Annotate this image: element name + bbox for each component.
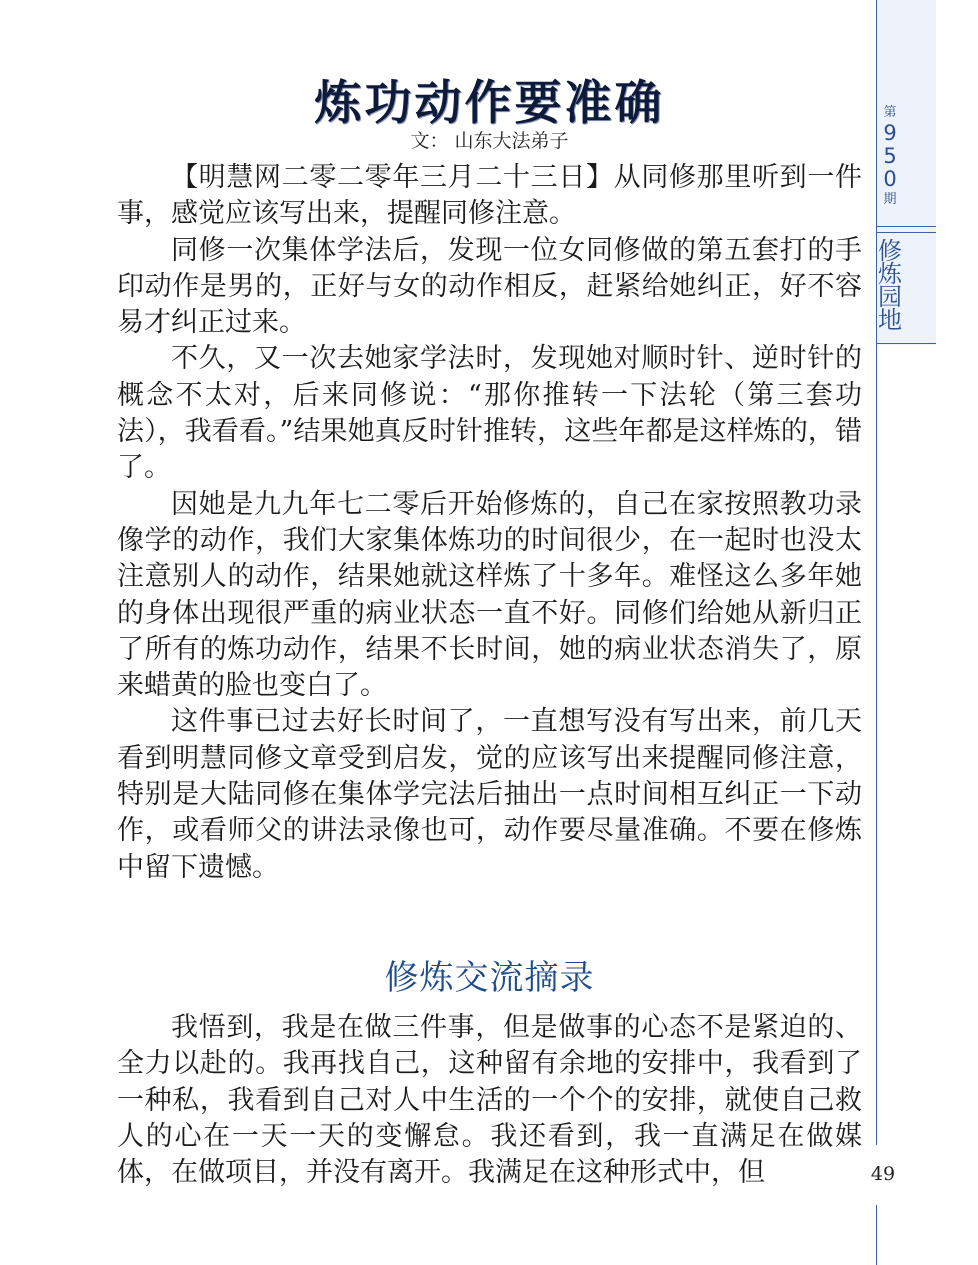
page-number: 49 bbox=[870, 1163, 896, 1185]
issue-prefix: 第 bbox=[883, 105, 897, 120]
column-char: 地 bbox=[878, 306, 902, 334]
issue-number bbox=[877, 104, 903, 209]
issue-digit: 0 bbox=[883, 167, 897, 191]
sidebar-divider bbox=[877, 232, 936, 233]
column-name bbox=[877, 237, 903, 334]
column-char: 园 bbox=[878, 283, 902, 311]
section-title: 修炼交流摘录 bbox=[384, 958, 595, 998]
column-char: 炼 bbox=[878, 260, 902, 288]
article-paragraph: 不久，又一次去她家学法时，发现她对顺时针、逆时针的概念不太对，后来同修说：“那你推转一下法轮（第三套功法），我看看。”结果她真反时针推转，这些年都是这样炼的，错了。 bbox=[117, 343, 862, 484]
sidebar-divider bbox=[877, 226, 936, 227]
section-paragraph: 我悟到，我是在做三件事，但是做事的心态不是紧迫的、全力以赴的。我再找自己，这种留有余地的安排中，我看到了一种私，我看到自己对人中生活的一个个的安排，就使自己救人的心在一天一天的变懈怠。我还看到，我一直满足在做媒体，在做项目，并没有离开。我满足在这种形式中，但 bbox=[117, 1012, 862, 1189]
margin-rule bbox=[876, 1205, 877, 1265]
issue-digit: 5 bbox=[883, 144, 897, 168]
article-paragraph: 同修一次集体学法后，发现一位女同修做的第五套打的手印动作是男的，正好与女的动作相反，赶紧给她纠正，好不容易才纠正过来。 bbox=[117, 234, 862, 339]
section-body bbox=[117, 1010, 862, 1191]
article-paragraph: 这件事已过去好长时间了，一直想写没有写出来，前几天看到明慧同修文章受到启发，觉的应该写出来提醒同修注意，特别是大陆同修在集体学完法后抽出一点时间相互纠正一下动作，或看师父的讲法录像也可，动作要尽量准确。不要在修炼中留下遗憾。 bbox=[117, 706, 862, 883]
issue-suffix: 期 bbox=[883, 192, 897, 207]
issue-digit: 9 bbox=[883, 121, 897, 145]
sidebar-divider bbox=[877, 343, 936, 344]
margin-rule bbox=[876, 345, 877, 1145]
article-paragraph: 【明慧网二零二零年三月二十三日】从同修那里听到一件事，感觉应该写出来，提醒同修注意。 bbox=[117, 162, 862, 230]
article-paragraph: 因她是九九年七二零后开始修炼的，自己在家按照教功录像学的动作，我们大家集体炼功的时间很少，在一起时也没太注意别人的动作，结果她就这样炼了十多年。难怪这么多年她的身体出现很严重的病业状态一直不好。同修们给她从新归正了所有的炼功动作，结果不长时间，她的病业状态消失了，原来蜡黄的脸也变白了。 bbox=[117, 488, 862, 702]
article-body bbox=[117, 160, 862, 886]
article-title: 炼功动作要准确 bbox=[314, 76, 665, 131]
issue-sidebar bbox=[876, 0, 936, 345]
column-char: 修 bbox=[878, 237, 902, 265]
article-byline: 文： 山东大法弟子 bbox=[410, 130, 569, 152]
